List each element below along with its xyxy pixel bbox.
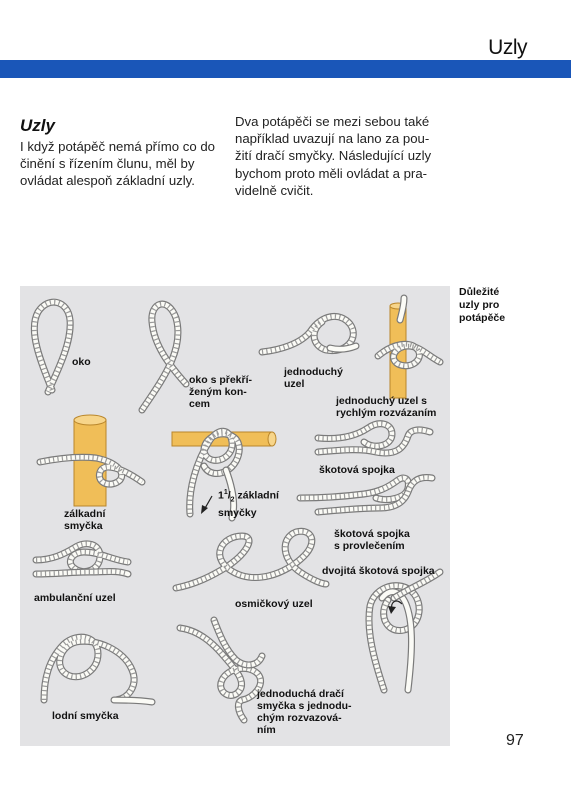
intro-paragraph-left: I když potápěč nemá přímo co do činění s řízením člunu, měl by ovládat alespoň základní uzly. xyxy=(20,139,215,189)
knot-skotova-spojka-illustration xyxy=(318,424,430,453)
knot-oko-illustration xyxy=(34,302,70,392)
label-oko-prekrizene: oko s překří- ženým kon- cem xyxy=(189,374,253,410)
knot-draci-smycka-illustration xyxy=(180,620,262,720)
label-jeden-a-pul-rest: základní smyčky xyxy=(218,489,279,519)
knot-jednoduchy-rychly-illustration xyxy=(378,298,440,398)
label-jeden-a-pul-sup: 1 xyxy=(223,489,228,496)
section-heading: Uzly xyxy=(20,116,55,135)
intro-paragraph-right: Dva potápěči se mezi sebou také například uvazují na lano za pou- žití dračí smyčky. Následující uzly bychom proto měli ovládat a pra- videlně cvičit. xyxy=(235,114,432,198)
knot-zalkadni-smycka-illustration xyxy=(40,415,142,506)
label-jednoduchy-uzel: jednoduchý uzel xyxy=(284,366,343,390)
label-jeden-a-pul-smycky: $1^1/_2$ základní smyčky xyxy=(218,489,279,519)
label-skotova-proveceni: škotová spojka s provlečením xyxy=(334,528,410,552)
label-osmickovy: osmičkový uzel xyxy=(235,598,313,610)
knot-skotova-proveceni-illustration xyxy=(300,478,432,512)
label-lodni-smycka: lodní smyčka xyxy=(52,710,119,722)
knot-ambulancni-illustration xyxy=(36,544,128,574)
label-jednoduchy-rychly: jednoduchý uzel s rychlým rozvázaním xyxy=(336,395,437,419)
knot-osmickovy-illustration xyxy=(176,531,326,588)
page-number: 97 xyxy=(506,732,524,749)
knot-jednoduchy-uzel-illustration xyxy=(262,316,356,352)
knot-dvojita-skotova-illustration xyxy=(369,572,440,690)
label-draci-smycka: jednoduchá dračí smyčka s jednodu- chým rozvazová- ním xyxy=(257,688,352,736)
knot-oko-prekrizene-illustration xyxy=(142,304,186,410)
label-ambulancni: ambulanční uzel xyxy=(34,592,116,604)
label-jeden-a-pul-prefix: 1 xyxy=(218,489,224,502)
label-zalkadni-smycka: zálkadní smyčka xyxy=(64,508,106,532)
label-oko: oko xyxy=(72,356,91,368)
label-dvojita-skotova: dvojitá škotová spojka xyxy=(322,565,435,577)
running-header-title: Uzly xyxy=(488,36,527,59)
knot-lodni-smycka-illustration xyxy=(44,637,152,702)
figure-caption: Důležité uzly pro potápěče xyxy=(459,286,506,324)
label-jeden-a-pul-sub: 2 xyxy=(230,496,235,504)
label-skotova-spojka: škotová spojka xyxy=(319,464,395,476)
